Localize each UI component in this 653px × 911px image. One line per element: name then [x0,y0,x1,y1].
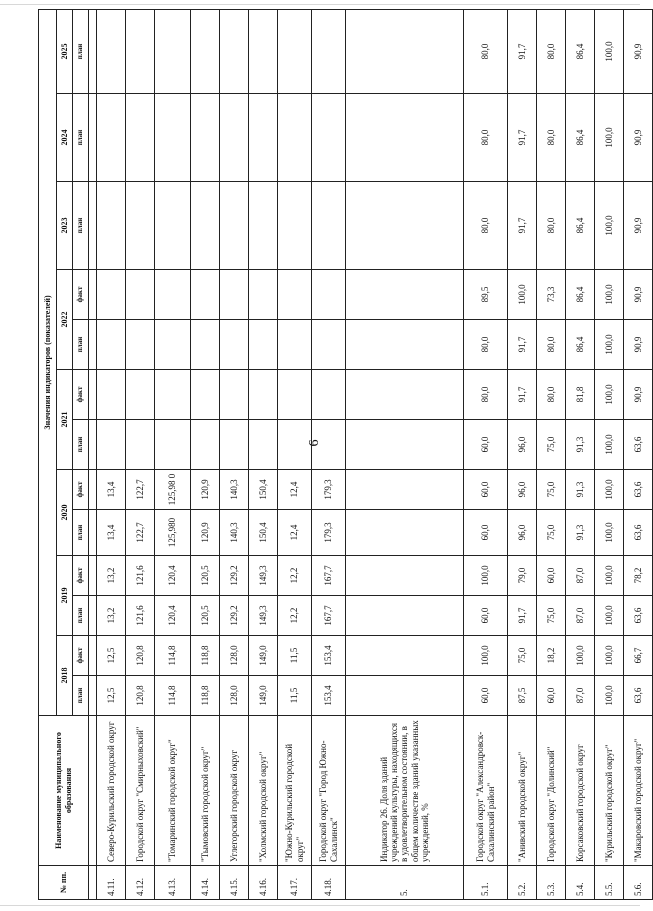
header-plan: план [73,510,89,556]
value-cell: 90,9 [624,182,653,270]
value-cell: 153,4 [312,676,346,716]
table-row [508,9,537,899]
value-cell: 120,4 [155,556,191,596]
header-year: 2018 [57,636,73,716]
value-cell: 63,6 [624,676,653,716]
spacer-cell [89,320,97,370]
value-cell [220,370,249,420]
municipality-name: "Анивский городской округ" [508,716,537,866]
header-fact: факт [73,556,89,596]
value-cell: 125,980 [155,510,191,556]
value-cell: 91,7 [508,320,537,370]
page-number: 6 [307,439,322,447]
spacer-cell [89,556,97,596]
value-cell: 179,3 [312,510,346,556]
spacer-cell [89,182,97,270]
table-row [346,9,464,899]
row-index: 4.11. [97,866,126,900]
value-cell [155,94,191,182]
value-cell: 75,0 [537,420,566,470]
value-cell [126,320,155,370]
value-cell: 80,0 [537,94,566,182]
value-cell [346,676,464,716]
value-cell: 149,0 [249,636,278,676]
value-cell: 87,5 [508,676,537,716]
value-cell: 75,0 [537,596,566,636]
spacer-cell [89,866,97,900]
value-cell: 91,3 [566,470,595,510]
value-cell: 100,0 [595,9,624,93]
value-cell: 100,0 [566,636,595,676]
value-cell [155,320,191,370]
spacer-cell [89,270,97,320]
value-cell [346,470,464,510]
value-cell: 167,7 [312,596,346,636]
value-cell [312,270,346,320]
value-cell: 120,9 [191,510,220,556]
municipality-name: Городской округ "Смирныховский" [126,716,155,866]
value-cell: 87,0 [566,596,595,636]
header-fact: факт [73,636,89,676]
row-index: 4.14. [191,866,220,900]
row-index: 4.18. [312,866,346,900]
value-cell [126,182,155,270]
value-cell: 60,0 [537,556,566,596]
value-cell: 80,0 [537,182,566,270]
value-cell [126,94,155,182]
table-row [97,9,126,899]
value-cell [346,596,464,636]
value-cell: 66,7 [624,636,653,676]
value-cell [278,320,312,370]
value-cell [346,420,464,470]
value-cell: 121,6 [126,596,155,636]
header-plan: план [73,320,89,370]
value-cell [191,370,220,420]
value-cell: 80,0 [464,320,508,370]
spacer-cell [89,596,97,636]
value-cell: 91,7 [508,94,537,182]
value-cell: 120,5 [191,556,220,596]
value-cell [312,320,346,370]
value-cell: 11,5 [278,676,312,716]
value-cell: 79,0 [508,556,537,596]
value-cell: 60,0 [464,596,508,636]
header-year: 2020 [57,470,73,556]
value-cell [278,182,312,270]
value-cell: 12,5 [97,636,126,676]
row-index: 5.3. [537,866,566,900]
value-cell: 118,8 [191,636,220,676]
municipality-name: Городской округ "Александровск-Сахалинский район" [464,716,508,866]
value-cell: 90,9 [624,370,653,420]
value-cell: 100,0 [508,270,537,320]
value-cell: 63,6 [624,420,653,470]
value-cell: 90,9 [624,320,653,370]
value-cell: 86,4 [566,9,595,93]
header-plan: план [73,182,89,270]
value-cell: 120,5 [191,596,220,636]
header-plan: план [73,596,89,636]
value-cell [312,9,346,93]
value-cell: 78,2 [624,556,653,596]
value-cell [220,182,249,270]
value-cell [97,370,126,420]
row-index: 5.4. [566,866,595,900]
value-cell [312,94,346,182]
value-cell: 100,0 [595,676,624,716]
value-cell [191,94,220,182]
header-indicators: Значения индикаторов (показателей) [39,9,57,715]
municipality-name: Северо-Курильский городской округ [97,716,126,866]
value-cell: 60,0 [537,676,566,716]
value-cell: 149,3 [249,556,278,596]
value-cell: 63,6 [624,596,653,636]
value-cell [278,9,312,93]
value-cell: 91,7 [508,9,537,93]
value-cell: 149,3 [249,596,278,636]
value-cell [249,9,278,93]
value-cell: 80,0 [537,9,566,93]
value-cell: 80,0 [464,9,508,93]
value-cell: 100,0 [595,94,624,182]
value-cell: 80,0 [537,370,566,420]
value-cell: 100,0 [595,320,624,370]
value-cell: 100,0 [595,636,624,676]
value-cell: 167,7 [312,556,346,596]
value-cell: 75,0 [537,510,566,556]
value-cell: 63,6 [624,510,653,556]
value-cell: 120,9 [191,470,220,510]
header-year: 2025 [57,9,73,93]
value-cell: 80,0 [464,94,508,182]
value-cell: 13,2 [97,556,126,596]
value-cell: 86,4 [566,94,595,182]
value-cell: 128,0 [220,636,249,676]
value-cell: 60,0 [464,676,508,716]
value-cell [312,182,346,270]
header-year: 2021 [57,370,73,470]
municipality-name: "Тымовский городской округ" [191,716,220,866]
spacer-cell [89,470,97,510]
header-plan: план [73,420,89,470]
spacer-cell [89,370,97,420]
table-row [126,9,155,899]
value-cell: 120,8 [126,636,155,676]
table-row [624,9,653,899]
table-row [566,9,595,899]
value-cell [155,9,191,93]
value-cell: 120,8 [126,676,155,716]
value-cell: 63,6 [624,470,653,510]
value-cell: 179,3 [312,470,346,510]
row-index: 5.1. [464,866,508,900]
header-year: 2023 [57,182,73,270]
table-row [464,9,508,899]
value-cell [249,94,278,182]
value-cell: 100,0 [595,556,624,596]
header-fact: факт [73,270,89,320]
municipality-name: Корсаковский городской округ [566,716,595,866]
value-cell [278,420,312,470]
header-year: 2019 [57,556,73,636]
value-cell [220,9,249,93]
value-cell: 87,0 [566,676,595,716]
value-cell [346,556,464,596]
value-cell: 18,2 [537,636,566,676]
row-index: 5.2. [508,866,537,900]
municipality-name: Углегорский городской округ [220,716,249,866]
row-index: 5.5. [595,866,624,900]
header-year: 2024 [57,94,73,182]
row-index: 5. [346,866,464,900]
municipality-name: "Южно-Курильский городской округ" [278,716,312,866]
value-cell [191,182,220,270]
value-cell [346,370,464,420]
value-cell: 86,4 [566,270,595,320]
value-cell: 12,5 [97,676,126,716]
table-row [278,9,312,899]
value-cell [126,370,155,420]
value-cell: 81,8 [566,370,595,420]
value-cell: 128,0 [220,676,249,716]
value-cell: 13,2 [97,596,126,636]
value-cell [346,320,464,370]
value-cell: 91,7 [508,596,537,636]
value-cell: 149,0 [249,676,278,716]
value-cell: 100,0 [464,636,508,676]
value-cell: 73,3 [537,270,566,320]
value-cell [97,9,126,93]
value-cell [191,270,220,320]
value-cell: 100,0 [595,470,624,510]
value-cell: 90,9 [624,94,653,182]
value-cell [97,94,126,182]
table-row [537,9,566,899]
value-cell [97,420,126,470]
spacer-cell [89,716,97,866]
value-cell [249,320,278,370]
value-cell: 91,7 [508,182,537,270]
municipality-name: "Макаровский городской округ" [624,716,653,866]
header-fact: факт [73,370,89,420]
value-cell: 100,0 [595,420,624,470]
spacer-cell [89,636,97,676]
value-cell: 100,0 [464,556,508,596]
value-cell [126,420,155,470]
value-cell [220,320,249,370]
value-cell [155,420,191,470]
value-cell [346,9,464,93]
value-cell: 75,0 [537,470,566,510]
value-cell [278,370,312,420]
value-cell: 122,7 [126,510,155,556]
value-cell [249,270,278,320]
value-cell: 91,3 [566,420,595,470]
municipality-name: Городской округ "Город Южно-Сахалинск" [312,716,346,866]
value-cell: 80,0 [537,320,566,370]
value-cell [220,270,249,320]
value-cell: 140,3 [220,510,249,556]
value-cell: 60,0 [464,420,508,470]
value-cell: 90,9 [624,9,653,93]
value-cell [278,270,312,320]
row-index: 4.12. [126,866,155,900]
value-cell: 122,7 [126,470,155,510]
value-cell: 100,0 [595,270,624,320]
spacer-cell [89,510,97,556]
header-fact: факт [73,470,89,510]
value-cell: 80,0 [464,182,508,270]
value-cell: 96,0 [508,470,537,510]
value-cell: 121,6 [126,556,155,596]
table-row [595,9,624,899]
table-row [220,9,249,899]
value-cell: 11,5 [278,636,312,676]
municipality-name: "Холмский городской округ" [249,716,278,866]
value-cell [97,320,126,370]
value-cell [155,370,191,420]
value-cell: 129,2 [220,596,249,636]
header-plan: план [73,94,89,182]
header-municipality: Наименование муниципального образования [39,716,89,866]
value-cell: 100,0 [595,596,624,636]
value-cell: 114,8 [155,676,191,716]
value-cell [346,94,464,182]
header-year: 2022 [57,270,73,370]
value-cell [126,9,155,93]
value-cell [97,270,126,320]
row-index: 4.17. [278,866,312,900]
value-cell: 12,2 [278,556,312,596]
value-cell: 153,4 [312,636,346,676]
header-num: № пп. [39,866,89,900]
municipality-name: Городской округ "Долинский" [537,716,566,866]
value-cell: 86,4 [566,320,595,370]
row-index: 4.13. [155,866,191,900]
value-cell: 91,3 [566,510,595,556]
value-cell: 114,8 [155,636,191,676]
value-cell [155,182,191,270]
header-plan: план [73,9,89,93]
value-cell [220,420,249,470]
indicators-table [38,9,653,900]
value-cell: 75,0 [508,636,537,676]
municipality-name: "Томаринский городской округ" [155,716,191,866]
municipality-name: "Курильский городской округ" [595,716,624,866]
value-cell [155,270,191,320]
value-cell [346,270,464,320]
value-cell [249,370,278,420]
value-cell: 13,4 [97,470,126,510]
value-cell [249,420,278,470]
value-cell: 91,7 [508,370,537,420]
spacer-cell [89,9,97,93]
value-cell: 129,2 [220,556,249,596]
value-cell: 150,4 [249,470,278,510]
value-cell: 60,0 [464,510,508,556]
scan-edge-bottom [0,905,640,906]
value-cell [126,270,155,320]
value-cell [220,94,249,182]
value-cell: 100,0 [595,370,624,420]
header-plan: план [73,676,89,716]
value-cell: 96,0 [508,510,537,556]
table-row [191,9,220,899]
value-cell: 80,0 [464,370,508,420]
value-cell: 89,5 [464,270,508,320]
value-cell [346,636,464,676]
value-cell: 60,0 [464,470,508,510]
indicator-title: Индикатор 26. Доля зданий учреждений культуры, находящихся в удовлетворительном состоянии, в общем количестве зданий указанных учреждений, % [346,716,464,866]
value-cell: 12,4 [278,510,312,556]
value-cell [191,9,220,93]
value-cell: 86,4 [566,182,595,270]
value-cell [249,182,278,270]
scan-edge-top [0,4,640,5]
value-cell: 13,4 [97,510,126,556]
value-cell [191,320,220,370]
rotated-table-container [38,10,643,900]
value-cell: 150,4 [249,510,278,556]
value-cell [312,370,346,420]
table-row [249,9,278,899]
table-row [155,9,191,899]
value-cell: 120,4 [155,596,191,636]
value-cell: 100,0 [595,182,624,270]
value-cell: 12,4 [278,470,312,510]
row-index: 4.15. [220,866,249,900]
value-cell [346,182,464,270]
spacer-cell [89,420,97,470]
value-cell: 140,3 [220,470,249,510]
value-cell: 118,8 [191,676,220,716]
value-cell [312,420,346,470]
row-index: 5.6. [624,866,653,900]
value-cell: 87,0 [566,556,595,596]
value-cell [346,510,464,556]
value-cell: 125,98 0 [155,470,191,510]
table-row [312,9,346,899]
spacer-cell [89,676,97,716]
value-cell [191,420,220,470]
spacer-cell [89,94,97,182]
value-cell [278,94,312,182]
value-cell: 100,0 [595,510,624,556]
value-cell [97,182,126,270]
value-cell: 90,9 [624,270,653,320]
value-cell: 96,0 [508,420,537,470]
value-cell: 12,2 [278,596,312,636]
row-index: 4.16. [249,866,278,900]
